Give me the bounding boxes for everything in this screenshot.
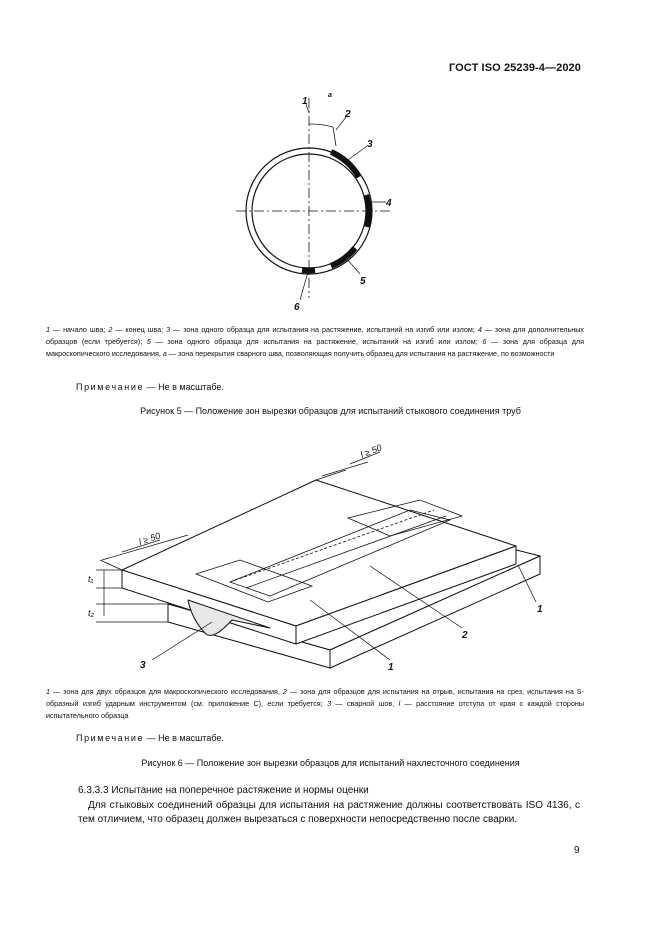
- fig5-label-2: 2: [345, 109, 351, 120]
- zone-3-tensile: [331, 152, 359, 177]
- figure-5-pipe-diagram: [0, 85, 661, 320]
- figure-6-legend: 1 — зона для двух образцов для макроскопического исследования, 2 — зона для образцов для испытания на отрыв, испытания на срез, испытания на S-образный изгиб ударным инструментом (см. приложение С), если требуется; 3 — сварной шов, l — расстояние отступа от края с каждой стороны испытательного образца: [46, 687, 585, 720]
- section-paragraph: Для стыковых соединений образцы для испытания на растяжение должны соответствовать ISO 4136, с тем отличием, что образец должен вырезаться с поверхности непосредственно после сварки.: [78, 800, 580, 825]
- fig5-label-a: a: [328, 92, 332, 99]
- figure-5-note: Примечание — Не в масштабе.: [76, 382, 224, 392]
- zone-4-additional: [366, 195, 369, 227]
- fig5-label-1: 1: [302, 96, 308, 107]
- fig5-label-5: 5: [360, 276, 366, 287]
- page-number: 9: [574, 845, 580, 856]
- fig6-dim-top: l ≥ 50: [359, 442, 384, 460]
- figure-6-caption: Рисунок 6 — Положение зон вырезки образцов для испытаний нахлесточного соединения: [141, 758, 520, 768]
- figure-5-caption: Рисунок 5 — Положение зон вырезки образцов для испытаний стыкового соединения труб: [140, 406, 521, 416]
- fig5-label-6: 6: [294, 302, 300, 313]
- fig6-t1: t₁: [88, 574, 94, 584]
- fig6-t2: t₂: [88, 608, 94, 618]
- section-heading: 6.3.3.3 Испытание на поперечное растяжение и нормы оценки: [78, 785, 369, 796]
- figure-5-legend: 1 — начало шва; 2 — конец шва; 3 — зона одного образца для испытания на растяжение, испытаний на изгиб или излом; 4 — зона для дополнительных образцов (если требуется); 5 — зона одного образца для испытания на растяжение, испытаний на изгиб или излом; 6 — зона для образца для макроскопического исследования, a — зона перекрытия сварного шва, позволяющая получить образец для испытания на растяжение, по возможности: [46, 325, 584, 358]
- fig6-label-3: 3: [140, 660, 146, 671]
- fig6-label-1-right: 1: [537, 604, 543, 615]
- fig6-label-1-bottom: 1: [388, 662, 394, 673]
- figure-6-lap-joint-diagram: [0, 440, 661, 685]
- fig5-label-4: 4: [386, 198, 392, 209]
- document-header: ГОСТ ISO 25239-4—2020: [448, 62, 581, 74]
- fig6-label-2: 2: [462, 630, 468, 641]
- overlap-dimension-arc: [309, 124, 333, 127]
- figure-6-note: Примечание — Не в масштабе.: [76, 733, 224, 743]
- fig6-dim-left: l ≥ 50: [137, 530, 162, 547]
- fig5-label-3: 3: [367, 139, 373, 150]
